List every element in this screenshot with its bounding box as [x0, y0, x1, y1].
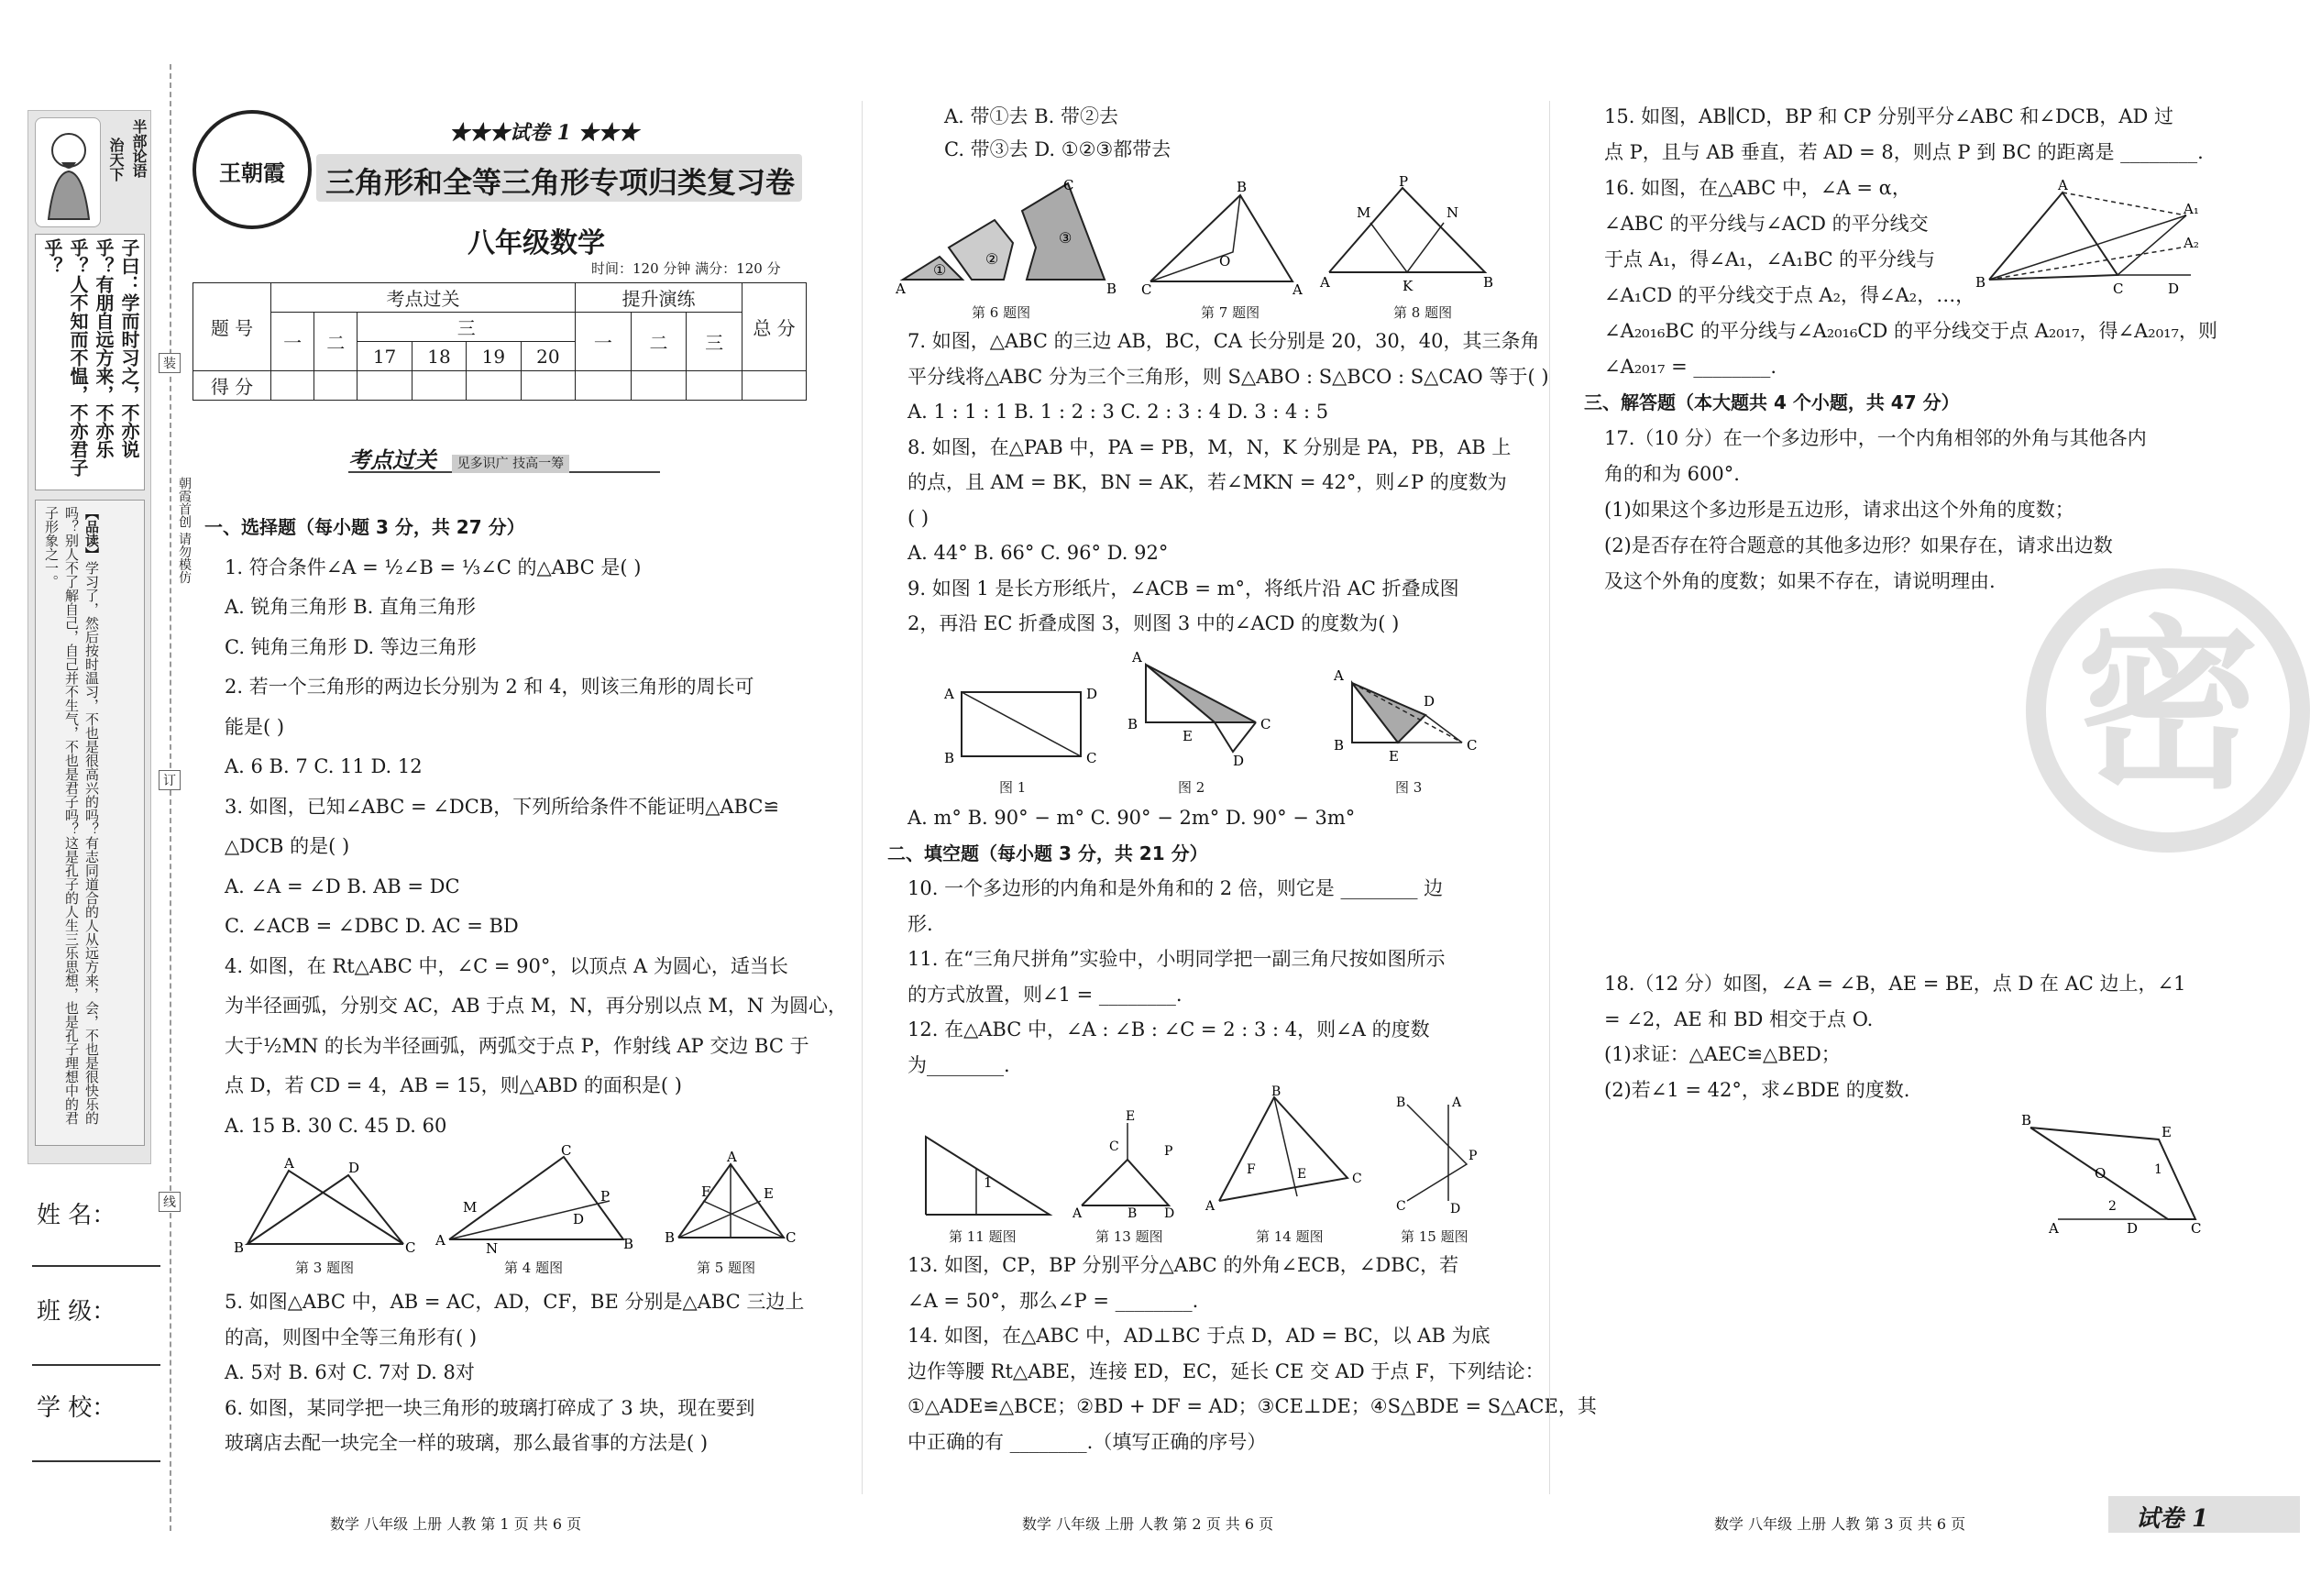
- text-line: 11. 在“三角尺拼角”实验中，小明同学把一副三角尺按如图所示: [908, 948, 1446, 970]
- fig-label: D: [1164, 1206, 1175, 1221]
- text-line: 为________.: [908, 1053, 1010, 1076]
- column-divider-1: [862, 101, 863, 1494]
- text-line: 的方式放置，则∠1 = ________.: [908, 983, 1182, 1006]
- text-line: A. ∠A = ∠D B. AB = DC: [225, 875, 460, 897]
- text-line: 能是( ): [225, 715, 285, 738]
- text-line: A. 锐角三角形 B. 直角三角形: [225, 596, 476, 618]
- fig-label: C: [405, 1239, 416, 1256]
- angle-label: 1: [984, 1174, 993, 1191]
- sidebar-quote-box: [35, 234, 145, 490]
- fig-label: F: [701, 1183, 711, 1200]
- group-tisheng: 提升演练: [576, 283, 742, 313]
- fig-label: O: [2095, 1165, 2106, 1182]
- text-line: C. ∠ACB = ∠DBC D. AC = BD: [225, 915, 519, 937]
- name-label: 姓 名：: [37, 1202, 116, 1229]
- fig-label: B: [944, 750, 955, 766]
- motto-top: 半部论语: [130, 119, 148, 178]
- fig-label: C: [1141, 281, 1152, 298]
- class-field[interactable]: [32, 1364, 160, 1366]
- fig-label: A: [1320, 274, 1330, 291]
- pin-text: 学习了，然后按时温习，不也是很高兴的吗？有志同道合的人从远方来，会，不也是很快乐的吗？别人不了解自己，自己并不生气，不也是君子吗？这是孔子的人生三乐思想，也是孔子理想中的君子形象之一。: [43, 506, 100, 1125]
- score-cell[interactable]: [631, 371, 687, 401]
- fig-label: D: [573, 1211, 585, 1227]
- text-line: 1. 符合条件∠A = ½∠B = ⅓∠C 的△ABC 是( ): [225, 556, 642, 578]
- text-line: ∠A₂₀₁₇ = ________.: [1604, 356, 1777, 378]
- stamp-char: 密: [2075, 600, 2260, 814]
- caption-q11: 第 11 题图: [949, 1228, 1017, 1245]
- secret-stamp: [2026, 568, 2310, 853]
- section-heading: 三、解答题（本大题共 4 个小题，共 47 分）: [1584, 391, 1960, 413]
- text-line: A. 5对 B. 6对 C. 7对 D. 8对: [225, 1361, 475, 1383]
- fig-label: B: [234, 1239, 245, 1256]
- text-line: ∠A₁CD 的平分线交于点 A₂，得∠A₂，…，: [1604, 284, 1975, 306]
- fig-label: F: [1247, 1162, 1256, 1177]
- column-divider-2: [1549, 101, 1550, 1494]
- fig-label: D: [1424, 693, 1436, 710]
- fig-label: N: [1446, 204, 1459, 221]
- time-info: 时间：120 分钟 满分：120 分: [591, 260, 781, 277]
- score-col: 17: [358, 342, 412, 371]
- fig-label: A: [1205, 1199, 1216, 1214]
- text-line: 大于½MN 的长为半径画弧，两弧交于点 P，作射线 AP 交边 BC 于: [225, 1034, 809, 1057]
- subject-title: 八年级数学: [468, 227, 605, 259]
- fig-label: B: [1334, 737, 1345, 754]
- score-table: [192, 282, 807, 401]
- total-label: 总 分: [742, 283, 807, 371]
- text-line: ( ): [908, 506, 930, 529]
- caption-q5: 第 5 题图: [697, 1260, 756, 1276]
- fig-label: A: [284, 1155, 294, 1172]
- fig-label: A: [727, 1149, 737, 1165]
- figure-q18: [2017, 1114, 2200, 1238]
- text-line: ∠A₂₀₁₆BC 的平分线与∠A₂₀₁₆CD 的平分线交于点 A₂₀₁₇，得∠A₂₀₁₇，则: [1604, 320, 2217, 342]
- fig-label: A: [1132, 649, 1142, 666]
- caption-q13: 第 13 题图: [1095, 1228, 1163, 1245]
- fig-label: A₂: [2184, 235, 2199, 251]
- angle-label: 2: [2108, 1199, 2117, 1214]
- score-col: 三: [358, 313, 576, 342]
- fig-label: C: [1086, 750, 1097, 766]
- fig-label: E: [1297, 1167, 1307, 1182]
- text-line: 点 P，且与 AB 垂直，若 AD = 8，则点 P 到 BC 的距离是 ________.: [1604, 141, 2204, 163]
- footer-page-3: 数学 八年级 上册 人教 第 3 页 共 6 页: [1714, 1515, 1966, 1533]
- score-cell[interactable]: [358, 371, 412, 401]
- text-line: △DCB 的是( ): [225, 835, 350, 857]
- fig-label: A: [944, 686, 954, 702]
- text-line: 16. 如图，在△ABC 中，∠A = α，: [1604, 177, 1911, 199]
- score-cell[interactable]: [314, 371, 358, 401]
- fig-label: B: [1237, 179, 1248, 195]
- sidebar-pin-box: [35, 500, 145, 1146]
- text-line: 15. 如图，AB∥CD，BP 和 CP 分别平分∠ABC 和∠DCB，AD 过: [1604, 105, 2173, 127]
- text-line: 12. 在△ABC 中，∠A : ∠B : ∠C = 2 : 3 : 4，则∠A 的度数: [908, 1018, 1430, 1040]
- text-line: A. 6 B. 7 C. 11 D. 12: [225, 755, 423, 777]
- text-line: 6. 如图，某同学把一块三角形的玻璃打碎成了 3 块，现在要到: [225, 1396, 755, 1419]
- footer-page-1: 数学 八年级 上册 人教 第 1 页 共 6 页: [330, 1515, 582, 1533]
- name-field[interactable]: [32, 1265, 160, 1267]
- figure-q5: [665, 1150, 802, 1251]
- text-line: A. 15 B. 30 C. 45 D. 60: [225, 1114, 447, 1137]
- fig-label: B: [1483, 274, 1494, 291]
- text-line: 的点，且 AM = BK，BN = AK，若∠MKN = 42°，则∠P 的度数为: [908, 471, 1507, 493]
- text-line: 玻璃店去配一块完全一样的玻璃，那么最省事的方法是( ): [225, 1432, 709, 1454]
- fig-label: E: [764, 1185, 774, 1202]
- binding-line: [170, 64, 171, 1531]
- caption-fig2: 图 2: [1178, 779, 1205, 796]
- fig-label: A₁: [2184, 201, 2199, 217]
- caption-q14: 第 14 题图: [1256, 1228, 1324, 1245]
- figure-q9-1: [940, 678, 1105, 770]
- text-line: (1)求证：△AEC≌△BED；: [1604, 1043, 1841, 1065]
- banner-title: 考点过关: [348, 446, 436, 473]
- fig-label: A: [1072, 1206, 1083, 1221]
- text-line: 点 D，若 CD = 4，AB = 15，则△ABD 的面积是( ): [225, 1074, 682, 1096]
- fig-label: D: [348, 1160, 360, 1176]
- section-banner: [348, 442, 660, 473]
- row-label-number: 题 号: [193, 283, 271, 371]
- fig-label: A: [435, 1232, 446, 1249]
- figure-q16: [1971, 179, 2200, 307]
- seal-text: 朝霞首创 请勿模仿: [177, 477, 192, 584]
- fig-label: A: [2049, 1220, 2059, 1237]
- score-col: 一: [576, 313, 632, 371]
- fig-label: A: [1452, 1095, 1462, 1110]
- fig-label: C: [2191, 1220, 2202, 1237]
- text-line: 9. 如图 1 是长方形纸片，∠ACB = m°，将纸片沿 AC 折叠成图: [908, 577, 1459, 600]
- fig-label: O: [1219, 253, 1231, 270]
- caption-q15: 第 15 题图: [1401, 1228, 1468, 1245]
- figure-q8: [1320, 173, 1494, 298]
- fig-label: E: [2162, 1124, 2172, 1140]
- pin-label: 【品读】: [83, 506, 100, 561]
- fig-label: P: [1468, 1149, 1478, 1163]
- fig-label: C: [2113, 281, 2124, 297]
- piece-label: ②: [985, 250, 999, 268]
- text-line: 5. 如图△ABC 中，AB = AC，AD，CF，BE 分别是△ABC 三边上: [225, 1291, 805, 1313]
- figure-q4: [435, 1142, 634, 1257]
- fig-label: M: [1357, 204, 1371, 221]
- fig-label: C: [1063, 177, 1074, 193]
- score-col: 三: [687, 313, 742, 371]
- fig-label: A: [2058, 177, 2068, 193]
- footer-page-2: 数学 八年级 上册 人教 第 2 页 共 6 页: [1022, 1515, 1274, 1533]
- text-line: ①△ADE≌△BCE；②BD + DF = AD；③CE⊥DE；④S△BDE = S△ACE，其: [908, 1395, 1597, 1417]
- score-cell[interactable]: [412, 371, 466, 401]
- section-heading: 二、填空题（每小题 3 分，共 21 分）: [887, 842, 1208, 864]
- fig-label: B: [665, 1229, 676, 1246]
- score-col: 18: [412, 342, 466, 371]
- group-kaodian: 考点过关: [271, 283, 576, 313]
- figure-q14: [1205, 1086, 1370, 1215]
- fig-label: D: [2168, 281, 2180, 297]
- text-line: 14. 如图，在△ABC 中，AD⊥BC 于点 D，AD = BC，以 AB 为底: [908, 1325, 1490, 1347]
- text-line: 平分线将△ABC 分为三个三角形，则 S△ABO : S△BCO : S△CAO 等于( ): [908, 365, 1549, 388]
- brand-name: 王朝霞: [219, 160, 285, 186]
- text-line: 边作等腰 Rt△ABE，连接 ED，EC，延长 CE 交 AD 于点 F，下列结论：: [908, 1359, 1545, 1382]
- fig-label: D: [1233, 753, 1245, 769]
- fig-label: B: [1975, 274, 1986, 291]
- text-line: 2，再沿 EC 折叠成图 3，则图 3 中的∠ACD 的度数为( ): [908, 612, 1400, 634]
- fig-label: E: [1182, 728, 1193, 744]
- text-line: C. 钝角三角形 D. 等边三角形: [225, 635, 477, 658]
- fig-label: N: [486, 1240, 499, 1257]
- fig-label: P: [1399, 173, 1409, 190]
- school-label: 学 校：: [37, 1394, 116, 1422]
- piece-label: ①: [933, 261, 947, 279]
- sidebar-portrait: [35, 117, 101, 227]
- section-heading: 一、选择题（每小题 3 分，共 27 分）: [204, 516, 525, 538]
- score-cell[interactable]: [271, 371, 314, 401]
- fig-label: D: [1450, 1202, 1461, 1216]
- text-line: 18.（12 分）如图，∠A = ∠B，AE = BE，点 D 在 AC 边上，∠1: [1604, 973, 2186, 995]
- fig-label: A: [1292, 281, 1303, 298]
- score-col: 二: [314, 313, 358, 371]
- fig-label: B: [2021, 1112, 2032, 1128]
- angle-label: 1: [2154, 1162, 2162, 1177]
- text-line: A. 1 : 1 : 1 B. 1 : 2 : 3 C. 2 : 3 : 4 D. 3 : 4 : 5: [908, 401, 1329, 423]
- caption-fig3: 图 3: [1395, 779, 1423, 796]
- fig-label: K: [1402, 278, 1414, 294]
- fig-label: B: [1106, 281, 1117, 297]
- caption-fig1: 图 1: [999, 779, 1027, 796]
- text-line: 为半径画弧，分别交 AC，AB 于点 M，N，再分别以点 M，N 为圆心，: [225, 995, 847, 1017]
- text-line: (1)如果这个多边形是五边形，请求出这个外角的度数；: [1604, 499, 2074, 521]
- fig-label: C: [786, 1229, 797, 1246]
- text-line: A. 带①去 B. 带②去: [944, 105, 1118, 127]
- text-line: (2)是否存在符合题意的其他多边形？如果存在，请求出边数: [1604, 534, 2113, 556]
- score-col: 一: [271, 313, 314, 371]
- fig-label: C: [1467, 737, 1478, 754]
- fig-label: C: [561, 1142, 572, 1159]
- fig-label: C: [1109, 1139, 1119, 1154]
- text-line: 角的和为 600°.: [1604, 463, 1740, 485]
- text-line: A. 44° B. 66° C. 96° D. 92°: [908, 542, 1169, 564]
- score-cell[interactable]: [521, 371, 575, 401]
- fig-label: C: [1352, 1172, 1362, 1186]
- figure-q9-3: [1325, 669, 1490, 770]
- score-cell[interactable]: [576, 371, 632, 401]
- brand-logo: [192, 110, 312, 229]
- figure-q9-2: [1123, 651, 1288, 770]
- text-line: ∠ABC 的平分线与∠ACD 的平分线交: [1604, 213, 1929, 235]
- fig-label: A: [1334, 667, 1344, 684]
- binding-mark-3: 线: [159, 1192, 181, 1212]
- text-line: = ∠2，AE 和 BD 相交于点 O.: [1604, 1007, 1874, 1030]
- banner-sub: 见多识广 技高一筹: [452, 455, 569, 473]
- motto-mid: 治天下: [107, 138, 125, 182]
- binding-mark-1: 装: [159, 353, 181, 373]
- text-line: 7. 如图，△ABC 的三边 AB，BC，CA 长分别是 20，30，40，其三条角: [908, 330, 1540, 352]
- confucius-icon: [36, 118, 102, 228]
- text-line: 的高，则图中全等三角形有( ): [225, 1326, 478, 1348]
- caption-q7: 第 7 题图: [1201, 304, 1260, 321]
- text-line: 于点 A₁，得∠A₁，∠A₁BC 的平分线与: [1604, 248, 1936, 270]
- figure-q7: [1141, 179, 1306, 298]
- fig-label: B: [1128, 1206, 1138, 1221]
- fig-label: M: [463, 1199, 478, 1216]
- caption-q8: 第 8 题图: [1393, 304, 1453, 321]
- paper-number: ★★★试卷 1 ★★★: [449, 121, 639, 145]
- score-row-label: 得 分: [193, 371, 271, 401]
- score-col: 19: [467, 342, 521, 371]
- text-line: 8. 如图，在△PAB 中，PA = PB，M，N，K 分别是 PA，PB，AB 上: [908, 435, 1512, 458]
- fig-label: P: [600, 1188, 610, 1205]
- fig-label: C: [1260, 716, 1271, 732]
- fig-label: D: [2127, 1220, 2139, 1237]
- score-col: 20: [521, 342, 575, 371]
- sidebar-pin: [36, 501, 107, 1133]
- caption-q3: 第 3 题图: [295, 1260, 355, 1276]
- text-line: C. 带③去 D. ①②③都带去: [944, 138, 1172, 160]
- caption-q6: 第 6 题图: [972, 304, 1031, 321]
- caption-q4: 第 4 题图: [504, 1260, 564, 1276]
- text-line: 2. 若一个三角形的两边长分别为 2 和 4，则该三角形的周长可: [225, 676, 754, 698]
- score-cell[interactable]: [742, 371, 807, 401]
- school-field[interactable]: [32, 1460, 160, 1462]
- fig-label: C: [1396, 1199, 1406, 1214]
- paper-title: 三角形和全等三角形专项归类复习卷: [325, 165, 796, 200]
- corner-label: 试卷 1: [2136, 1505, 2209, 1533]
- text-line: (2)若∠1 = 42°，求∠BDE 的度数.: [1604, 1078, 1910, 1101]
- fig-label: B: [1396, 1095, 1406, 1110]
- text-line: 中正确的有 ________.（填写正确的序号）: [908, 1430, 1267, 1453]
- text-line: 形.: [908, 912, 933, 935]
- figure-q3: [229, 1157, 422, 1258]
- fig-label: E: [1126, 1109, 1136, 1124]
- fig-label: D: [1086, 686, 1098, 702]
- binding-mark-2: 订: [159, 770, 181, 790]
- text-line: 4. 如图，在 Rt△ABC 中，∠C = 90°，以顶点 A 为圆心，适当长: [225, 954, 788, 977]
- fig-label: P: [1164, 1144, 1173, 1159]
- text-line: 及这个外角的度数；如果不存在，请说明理由.: [1604, 570, 1996, 592]
- sidebar-quote: 子曰：学而时习之，不亦说乎？有朋自远方来，不亦乐乎？人不知而不愠，不亦君子乎？: [41, 238, 140, 477]
- figure-q6: [894, 179, 1123, 298]
- text-line: ∠A = 50°，那么∠P = ________.: [908, 1289, 1199, 1312]
- piece-label: ③: [1059, 229, 1072, 247]
- fig-label: E: [1389, 748, 1399, 765]
- text-line: A. m° B. 90° − m° C. 90° − 2m° D. 90° − 3m°: [908, 807, 1356, 829]
- figure-q11: [921, 1132, 1059, 1224]
- text-line: 13. 如图，CP，BP 分别平分△ABC 的外角∠ECB，∠DBC，若: [908, 1254, 1459, 1276]
- text-line: 17.（10 分）在一个多边形中，一个内角相邻的外角与其他各内: [1604, 427, 2147, 449]
- figure-q15: [1393, 1095, 1503, 1215]
- fig-label: A: [896, 281, 906, 297]
- figure-q13: [1072, 1109, 1192, 1219]
- score-cell[interactable]: [467, 371, 521, 401]
- score-col: 二: [631, 313, 687, 371]
- class-label: 班 级：: [37, 1298, 116, 1326]
- score-cell[interactable]: [687, 371, 742, 401]
- fig-label: B: [623, 1236, 634, 1252]
- fig-label: B: [1128, 716, 1138, 732]
- text-line: 3. 如图，已知∠ABC = ∠DCB，下列所给条件不能证明△ABC≌: [225, 795, 780, 818]
- fig-label: B: [1271, 1084, 1282, 1099]
- text-line: 10. 一个多边形的内角和是外角和的 2 倍，则它是 ________ 边: [908, 877, 1444, 899]
